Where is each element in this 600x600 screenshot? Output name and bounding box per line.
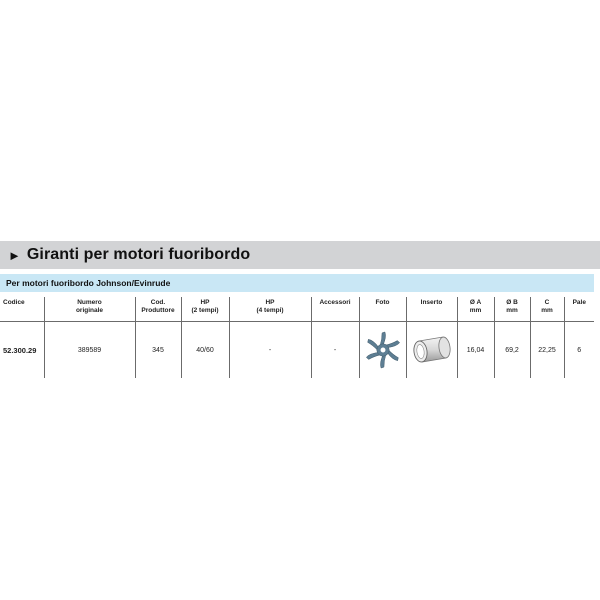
cell-accessori: - [311,322,359,379]
cell-foto [359,322,406,379]
header-numero-originale: Numero originale [44,297,135,322]
impeller-icon [364,331,402,369]
cell-pale: 6 [564,322,594,379]
cell-diam-a: 16,04 [457,322,494,379]
header-c: C mm [530,297,564,322]
header-foto: Foto [359,297,406,322]
triangle-right-icon: ► [8,247,21,263]
header-cod-produttore: Cod. Produttore [135,297,181,322]
section-title-bar [0,241,600,269]
cell-hp-4-tempi: - [229,322,311,379]
header-accessori: Accessori [311,297,359,322]
header-hp-2-tempi: HP (2 tempi) [181,297,229,322]
section-title: Giranti per motori fuoribordo [26,246,251,263]
cell-diam-b: 69,2 [494,322,530,379]
subsection-bar [0,274,594,292]
header-hp-4-tempi: HP (4 tempi) [229,297,311,322]
header-diam-a: Ø A mm [457,297,494,322]
cell-hp-2-tempi: 40/60 [181,322,229,379]
cell-cod-produttore: 345 [135,322,181,379]
header-pale: Pale [564,297,594,322]
cell-codice: 52.300.29 [3,345,37,355]
subsection-title: Per motori fuoribordo Johnson/Evinrude [6,278,171,288]
table-header-row [0,297,594,322]
header-inserto: Inserto [406,297,457,322]
header-diam-b: Ø B mm [494,297,530,322]
cell-inserto [406,322,457,379]
header-codice: Codice [3,299,25,306]
table-row [0,322,594,379]
cell-c: 22,25 [530,322,564,379]
spec-table [0,297,594,378]
cell-numero-originale: 389589 [44,322,135,379]
insert-sleeve-icon [409,332,455,368]
